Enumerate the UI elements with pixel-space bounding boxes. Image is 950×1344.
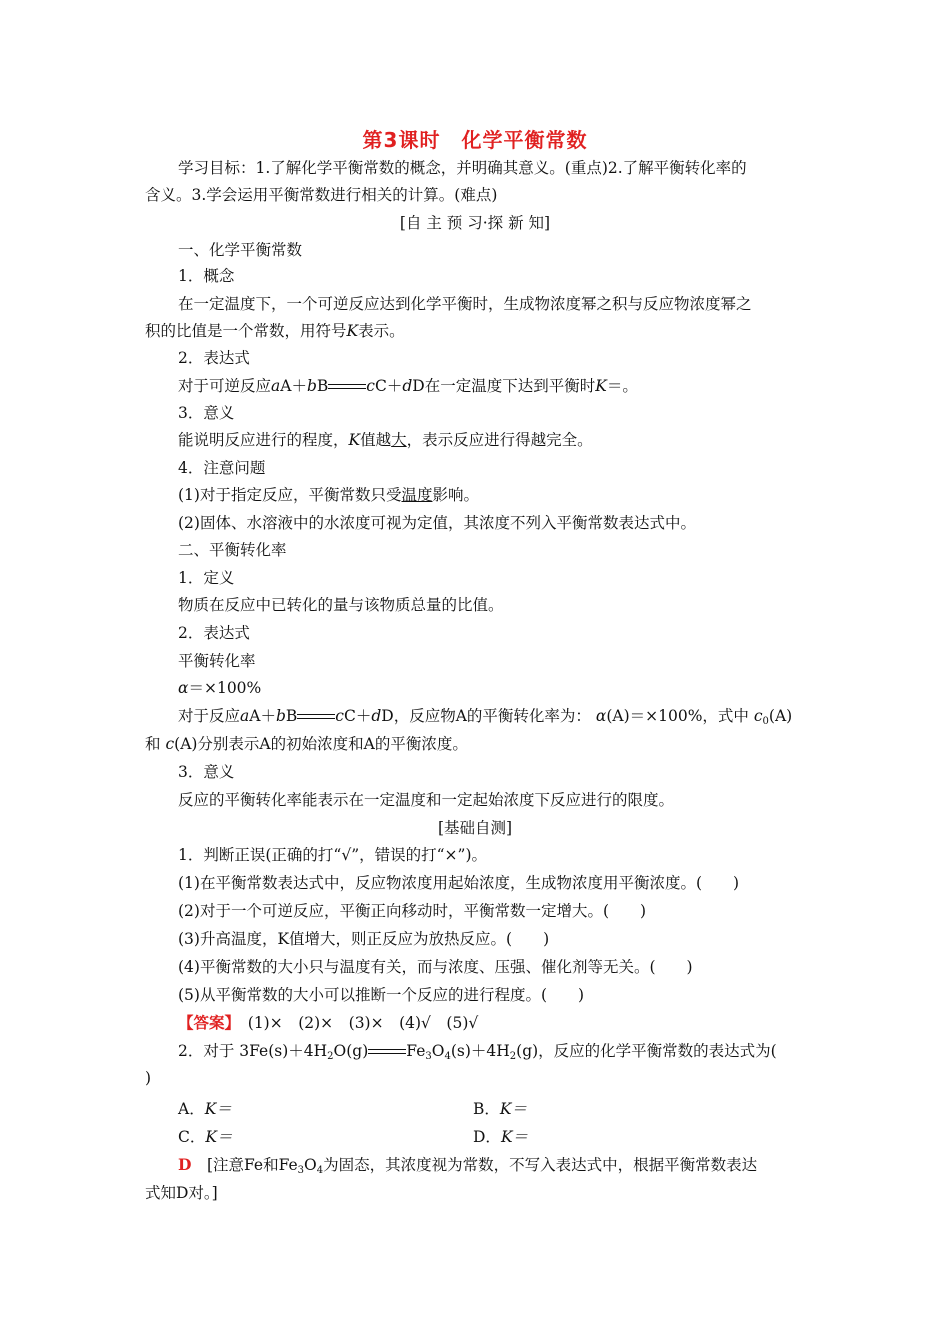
reaction-conversion-line-2: 和 c(A)分别表示A的初始浓度和A的平衡浓度。 — [145, 735, 468, 753]
expression-heading: 2．表达式 — [178, 349, 250, 367]
meaning-line: 能说明反应进行的程度，K值越大，表示反应进行得越完全。 — [178, 431, 593, 449]
note-2: (2)固体、水溶液中的水浓度可视为定值，其浓度不列入平衡常数表达式中。 — [178, 514, 696, 532]
meaning-heading: 3．意义 — [178, 404, 235, 422]
equilibrium-arrow-icon — [297, 711, 335, 723]
part2-heading: 二、平衡转化率 — [178, 541, 287, 559]
option-d: D．K＝ — [473, 1128, 529, 1146]
definition-text: 物质在反应中已转化的量与该物质总量的比值。 — [178, 596, 504, 614]
equilibrium-arrow-icon — [368, 1046, 406, 1058]
objectives-line-2: 含义。3.学会运用平衡常数进行相关的计算。(难点) — [145, 186, 498, 204]
answer-label: 【答案】 — [178, 1013, 233, 1032]
concept-line-2: 积的比值是一个常数，用符号K表示。 — [145, 322, 405, 340]
objectives-line-1: 学习目标：1.了解化学平衡常数的概念，并明确其意义。(重点)2.了解平衡转化率的 — [178, 159, 747, 177]
notes-heading: 4．注意问题 — [178, 459, 266, 477]
concept-heading: 1．概念 — [178, 267, 235, 285]
question-2-explanation-line-2: 式知D对。] — [145, 1184, 218, 1202]
conversion-expression-heading: 2．表达式 — [178, 624, 250, 642]
question-1-item-5: (5)从平衡常数的大小可以推断一个反应的进行程度。( ) — [178, 986, 585, 1004]
section-test-heading: [基础自测] — [437, 819, 513, 837]
part1-heading: 一、化学平衡常数 — [178, 241, 303, 259]
expression-line: 对于可逆反应aA＋bB cC＋dD在一定温度下达到平衡时K＝。 — [178, 377, 638, 395]
option-c: C．K＝ — [178, 1128, 233, 1146]
conversion-rate-label: 平衡转化率 — [178, 652, 256, 670]
question-1-item-4: (4)平衡常数的大小只与温度有关，而与浓度、压强、催化剂等无关。( ) — [178, 958, 693, 976]
option-b: B．K＝ — [473, 1100, 527, 1118]
question-1-item-1: (1)在平衡常数表达式中，反应物浓度用起始浓度，生成物浓度用平衡浓度。( ) — [178, 874, 740, 892]
definition-heading: 1．定义 — [178, 569, 235, 587]
question-2-explanation: D [注意Fe和$Fe_3O_4$为固态，其浓度视为常数，不写入表达式中，根据平衡常数表达 — [178, 1155, 758, 1176]
question-1-item-3: (3)升高温度，K值增大，则正反应为放热反应。( ) — [178, 930, 550, 948]
concept-line-1: 在一定温度下，一个可逆反应达到化学平衡时，生成物浓度幂之积与反应物浓度幂之 — [178, 295, 752, 313]
question-1-answer: 【答案】 (1)× (2)× (3)× (4)√ (5)√ — [178, 1013, 479, 1032]
question-2-stem-line-2: ) — [145, 1069, 152, 1087]
conversion-meaning-text: 反应的平衡转化率能表示在一定温度和一定起始浓度下反应进行的限度。 — [178, 791, 675, 809]
page-title: 第3课时 化学平衡常数 — [362, 128, 588, 152]
question-1-stem: 1．判断正误(正确的打“√”，错误的打“×”)。 — [178, 846, 488, 864]
option-a: A．K＝ — [178, 1100, 232, 1118]
answer-letter: D — [178, 1155, 192, 1174]
question-1-item-2: (2)对于一个可逆反应，平衡正向移动时，平衡常数一定增大。( ) — [178, 902, 647, 920]
equilibrium-arrow-icon — [328, 381, 366, 393]
section-preview-heading: [自 主 预 习·探 新 知] — [399, 214, 551, 232]
conversion-meaning-heading: 3．意义 — [178, 763, 235, 781]
note-1: (1)对于指定反应，平衡常数只受温度影响。 — [178, 486, 479, 504]
question-2-stem: 2．对于 $3Fe(s)+4H_2O(g)$ $Fe_3O_4(s)+4H_2(g)$，反应的化学平衡常数的表达式为( — [178, 1042, 777, 1062]
alpha-formula: α＝×100% — [178, 679, 262, 697]
reaction-conversion-line-1: 对于反应aA＋bB cC＋dD，反应物A的平衡转化率为： α(A)＝×100%，式中 $c_0(A)$ — [178, 707, 793, 727]
